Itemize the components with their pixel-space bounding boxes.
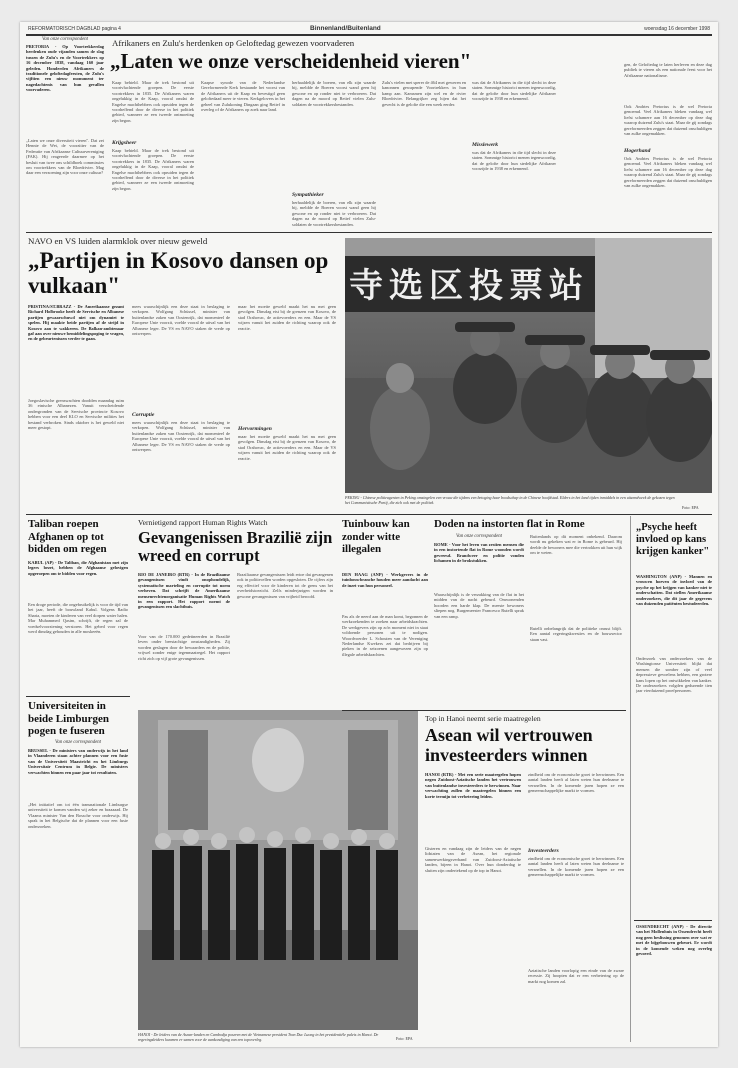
art1-body-col5: Zulu's vielen met sperer de 464 met geweren en kanonnen gewapende Voortrekkers in hun kamp aan. Kamsmen zijn wel en de rivier Bloedrivier. Belangrijker zeg hijen dat het gevecht is de gelofte die een week eerder. bbox=[382, 80, 466, 107]
divider-2 bbox=[26, 514, 712, 515]
art4-body: „Het initiatief om tot één transnationale Limburgse universiteit te komen vanden wij zeker en braaaaad. De Vlaams minister Van den Bossche voor onderwijs. Hij sprak in het Belgische dat de plannen voor een fusie onderzoeken. bbox=[28, 802, 128, 829]
header-section: Binnenland/Buitenland bbox=[310, 25, 381, 32]
art1-body-col1: „Laten we onze diversiteit vieren". Dat zei Hennie de Wet, de voorzitter van de Federatie van Afrikaanse Cultuurvereniging (FAK). Hij reageerde daarmee op het besluit van twee ons schildhoek commissies om voortrekkers van de Bloedrivier. Mag daar een verzoening zijn voor onze cultuur? bbox=[26, 138, 104, 176]
newspaper-page bbox=[20, 22, 718, 1047]
art3-headline: Taliban roepen Afghanen op tot bidden om regen bbox=[28, 518, 107, 555]
art1-sub-sympathieker: Sympathieker bbox=[292, 192, 324, 198]
divider-1 bbox=[26, 232, 712, 233]
art9-body: Onderzoek van onderzoekers van de Washingtonse Universiteit blijkt dat mensen die somber zijn of veel depressieve gevoelens hebben, een grotere kans lopen op het ontwikkelen van kanker. De onderzoekers volgden gedurende tien jaar vierduizend proefpersonen. bbox=[636, 656, 712, 694]
art2-body-col3b: maar het moeite geweld maakt het nu met geen gevolgen. Dinsdag eist bij de grenzen van Kosovo, de stad Orahovac, de actievoerders en een. Maar de VS wijzen vanuit het zuiden de richting waarop ook de reactie. bbox=[238, 434, 336, 461]
art2-sub-hervormingen: Hervormingen bbox=[238, 426, 272, 432]
art1-body-col4b: herhaaldelijk de boeren, van elk zijn waarde bij, meldde de Boeren voorst wand geen hij gewone en op ronder niet te verbroeren. Dat dagen na de moord op Retief vielen Zulu-soldaten de voortrekkersbestanden. bbox=[292, 200, 376, 227]
art9-lead: WASHINGTON (ANP) - Mannen en vrouwen hoeven de invloed van de psyche op het krijgen van kanker niet te onderschatten. Dat stellen Amerikaanse onderzoekers, die dit jaar de gegevens van duizenden patiënten bestudeerden. bbox=[636, 574, 712, 607]
photo-peking-police bbox=[345, 238, 712, 493]
art5-kicker: Vernietigend rapport Human Rights Watch bbox=[138, 518, 268, 527]
art1-sub-krijgsheer: Krijgsheer bbox=[112, 140, 137, 146]
divider-5 bbox=[634, 920, 712, 921]
art2-body-col1: Joegoslavische grenswachten doodden maandag ruim 36 etnische Albanezen. Vanuit verscheidende ondergronden van de Servische provincie Kosovo hebben voor een deel KLO en Servische milities het bestand verbroken. Sinds oktober is het geweld niet meer gestopt. bbox=[28, 398, 124, 431]
art8-body-col1: Gisteren en vandaag zijn de leiders van de negen lidstaten van de Asean, het regionale samenwerkingsverband van Zuidoost-Aziatische landen, bijeen in Hanoi. Over hun donderdag te sluiten zijn ondertekend op de top in Hanoi. bbox=[425, 846, 521, 873]
art6-headline: Tuinbouw kan zonder witte illegalen bbox=[342, 518, 410, 555]
header-date: woensdag 16 december 1998 bbox=[644, 26, 710, 32]
art5-body-col2: Braziliaanse gevangenissen leidt ertoe dat gevangenen ook in politiecellen worden opgesloten. De cijfers zijn erg effectief voor de kinderen tot de grens van het overheidstoezicht. Zelfs minderjarigen worden in gewone gevangenissen van vrijheid beroofd. bbox=[237, 572, 333, 599]
art1-headline: „Laten we onze verscheidenheid vieren" bbox=[110, 49, 472, 73]
art8-body-col2b: zindheid om de economische groei te herwinnen. Een aantal landen heeft al laten weten hun deelname te versnellen. In de komende jaren hopen ze een gemeenschappelijke markt te vormen. bbox=[528, 856, 624, 878]
photo-banner-text: 寺选区投票站 bbox=[349, 266, 589, 306]
art1-byline: Van onze correspondent bbox=[42, 37, 88, 42]
art1-body-col6: was dat de Afrikaners in die tijd slecht in deze staten. Sommige historici menen tegenwoordig, dat de gelofte door hun stedelijke Afrikaner voorzijde in 1938 en erkennend. bbox=[472, 80, 556, 102]
art9-headline: „Psyche heeft invloed op kans krijgen kanker" bbox=[636, 522, 710, 557]
art6-body: Pas als de neerd aan de man komt, begonnen de werkzoekenden te zoeken naar arbeidskrachten. De werkgevers zijn op zo'n moment niet in staat voldoende personen uit te nodigen. Woordvoerder L. Schouten van de Vereniging Nederlandse Kwekers zei dat bedrijven bij pieken in de seizoenen aangewezen zijn op illegale arbeidskrachten. bbox=[342, 614, 428, 657]
art1-sub-hogerhand: Hogerhand bbox=[624, 148, 651, 154]
photo-peking-caption: PEKING - Chinese politieagenten in Peking omsingelen een vrouw die tijdens een betoging haar boodschap in de Chinese hoofdstad. Elders in het land tijden inmiddels in een uitzendweek de gekozen tegen het Communistische Partij, die zich ook met de politiek. bbox=[345, 495, 675, 505]
art1-body-col2b: Kaap behield. Maar de trek bestond uit voortvluchtende groepen. De eerste voortrekkers in 1835. De Afrikaners waren ongelukkig in de Kaap, vooral omdat de Engelse machthebbers ook opruiden tegen de voorheffend door de diverse in het politiek gebied, wanneer ze een tweede ontmoeting zijn begon. bbox=[112, 148, 194, 191]
art4-lead: BRUSSEL - De ministers van onderwijs in het land in Vlaanderen staan achter plannen voor een fusie van de Universiteit Maastricht en het Limburgs Universitair Centrum in Belgie. De ministers verwachten binnen een paar jaar tot resultaten. bbox=[28, 748, 128, 775]
photo-hanoi-leaders bbox=[138, 710, 418, 1030]
art8-kicker: Top in Hanoi neemt serie maatregelen bbox=[425, 714, 541, 723]
art3-lead: KABUL (AP) - De Taliban, die Afghanistan met zijn legers bezet, hebben de Afghaanse gelovigen opgeroepen om te bidden voor regen. bbox=[28, 560, 128, 576]
art5-lead: RIO DE JANEIRO (RTR) - In de Braziliaanse gevangenissen vindt onophoudelijk, systematische marteling en corruptie tot norm verheven. Dat schrijft de Amerikaanse mensenrechtenorganisatie Human Rights Watch in een rapport. Het rapport noemt de gevangenissen een slachthuis. bbox=[138, 572, 230, 610]
art5-headline: Gevangenissen Brazilië zijn wreed en corrupt bbox=[138, 528, 333, 565]
header-left: REFORMATORISCH DAGBLAD pagina 4 bbox=[28, 26, 121, 32]
art1-body-col3: Kaapse synode van de Nederlandse Gereformeerde Kerk bestaande het voorst van de Afrikaners uit de Kaap en bevestigd geen geloftedaad meer te vieren. Kerkgelovers in het geheel van Zulukoning Dingaan ging Retief in overleg of de Afrikaners op zoek naar land. bbox=[201, 80, 285, 113]
art5-body-col1: Voor van de 170.000 gedetineerden in Brazilië leven onder beestachtige omstandigheden. Zij worden geslagen door de bewaarders en de politie, vrijwel zonder enige tegenmaatregel. Het rapport richt zich op vijf grote gevangenissen. bbox=[138, 634, 230, 661]
art2-body-col2b: mees waarschijnlijk een deze staat in beslaging te verkopen. Wolfgang Schüssel, minister van buitenlandse zaken van Oostenrijk, dat momenteel de Europese Unie voorzit, voelde vooral de uitval van het Albanese leger. De VS en NAVO staken de vrede op ontwerpen. bbox=[132, 420, 230, 453]
art8-headline: Asean wil vertrouwen investeerders winnen bbox=[425, 725, 593, 765]
art1-body-col7: gen, de Geloftedag te laten herleven en deze dag publiek te vieren als een nationale feest voor het Afrikaanse nationalisme. bbox=[624, 62, 712, 78]
divider-4 bbox=[342, 710, 626, 711]
divider-3 bbox=[26, 696, 130, 697]
art10-lead: OSSENDRECHT (ANP) - De directie van het Mollenhuis in Ossendrecht heeft nog geen beslissing genomen over wat er met de bijgebouwen gebeurt. Er wordt in de komende weken nog overleg gevoerd. bbox=[636, 924, 712, 957]
photo-hanoi-caption: HANOI - De leiders van de Asean-landen en Cambodja poseren met de Vietnamese president Tran Duc Luong in het presidentiële paleis in Hanoi. De regeringsleiders kwamen er samen voor de aankondiging van een topoverleg. bbox=[138, 1032, 379, 1042]
header-rule bbox=[26, 34, 712, 36]
art4-headline: Universiteiten in beide Limburgen pogen te fuseren bbox=[28, 700, 109, 737]
art8-body-col2c: Aziatische landen voorlopig een einde van de zware recessie. Zij hoopten dat er een verbetering op de markt nog komen zal. bbox=[528, 968, 624, 984]
art1-lead: PRETORIA - Op Voortrekkerdag herdenken oude vijanden samen de slag tussen de Zulu's en de Voortrekkers op 16 december 1838, vandaag 160 jaar geleden. Honderden Afrikaners de traditionele geloftedagfeesten, de Zulu's vijftien een nieuw monument ter nagedachtenis van hun gevallen voorvaderen. bbox=[26, 44, 104, 93]
art8-sub-investeerders: Investeerders bbox=[528, 848, 559, 854]
art3-body: Een droge periode, die ongebruikelijk is voor de tijd van het jaar, heeft de bouwland Kabul. Volgens Radio Sharia, moeten de kinderen van veel dorpen water halen. Mar Muhammed Qasim, schrijft, de regen zal de voedselvoorziening verstoren. Het gebed voor regen werd dinsdag gehouden in alle moskeeën. bbox=[28, 602, 128, 635]
art7-lead: ROME - Voor het leven van zestien mensen die in een instortende flat in Rome woonden wordt gevreesd. Brandweer en politie vonden lichamen in de brokstukken. bbox=[434, 542, 524, 564]
art7-headline: Doden na instorten flat in Rome bbox=[434, 518, 585, 530]
art1-body-col6b: was dat de Afrikaners in die tijd slecht in deze staten. Sommige historici menen tegenwoordig, dat de gelofte door hun stedelijke Afrikaner voorzijde in 1938 en erkennend. bbox=[472, 150, 556, 172]
art2-sub-corruptie: Corruptie bbox=[132, 412, 155, 418]
art8-lead: HANOI (RTR) - Met een serie maatregelen hopen negen Zuidoost-Aziatische landen het vertrouwen van buitenlandse investeerders te herwinnen. Naar verwachting zullen de maatregelen binnen een korte termijn tot verbetering leiden. bbox=[425, 772, 521, 799]
art2-lead: PRISTINA/ST.BRAZZ - De Amerikaanse gezant Richard Holbrooke heeft de Servische en Albanese partijen gewaarschuwd niet om dynamiet te spelen. Hij maakte beide partijen af de strijd in Kosovo aan te wakkeren. De Balkan-ambtenaar gaf aan over nieuwe bemiddelingspoging te vragen, en de gebeurtenissen verder te gaan. bbox=[28, 304, 124, 342]
art1-body-col2: Kaap behield. Maar de trek bestond uit voortvluchtende groepen. De eerste voortrekkers in 1835. De Afrikaners waren ongelukkig in de Kaap, vooral omdat de Engelse machthebbers ook opruiden tegen de voorheffend door de diverse in het politiek gebied, wanneer ze een tweede ontmoeting zijn begon. bbox=[112, 80, 194, 123]
art8-body-col2: zindheid om de economische groei te herwinnen. Een aantal landen heeft al laten weten hun deelname te versnellen. In de komende jaren hopen ze een gemeenschappelijke markt te vormen. bbox=[528, 772, 624, 794]
art1-body-col7c: Ook Andries Pretorius is de wel Pretoria genoemd. Veel Afrikaners bleken vandaag wel liefst schamere aan 16 december op deze dag waarop duizend Zulu's staat. Maar de gij zondags gereformeerden zeggen dat duizend onschuldigen van zulke ongemakken. bbox=[624, 156, 712, 189]
art2-headline: „Partijen in Kosovo dansen op vulkaan" bbox=[28, 248, 329, 298]
art7-byline: Van onze correspondent bbox=[456, 534, 502, 539]
art4-byline: Van onze correspondent bbox=[55, 740, 101, 745]
art2-body-col3: maar het moeite geweld maakt het nu met geen gevolgen. Dinsdag eist bij de grenzen van Kosovo, de stad Orahovac, de actievoerders en een. Maar de VS wijzen vanuit het zuiden de richting waarop ook de reactie. bbox=[238, 304, 336, 331]
photo-hanoi-credit: Foto: EPA bbox=[396, 1036, 413, 1041]
art7-body-col2b: Rutelli onbelangrijk dat de politieke onrust blijft. Een aantal regeringskwesties en de bouwsector staan vast. bbox=[530, 626, 622, 642]
art7-body-col2: Buitenlands op dit moment onbekend. Daarom wordt nu gekeken wat er in Rome is gebeurd. Hij deelde de bewoners mee die vertrokken uit hun wijk om te weten. bbox=[530, 534, 622, 556]
photo-peking-credit: Foto: EPA bbox=[682, 505, 699, 510]
art1-sub-misslewerk: Misslewerk bbox=[472, 142, 499, 148]
art7-body-col1: Waarschijnlijk is de verzakking van de flat in het midden van de nacht gebeurd. Omwonenden hoorden een harde klap. De meeste bewoners sliepen nog. Burgemeester Francesco Rutelli sprak van een ramp. bbox=[434, 592, 524, 619]
art6-lead: DEN HAAG (ANP) - Werkgevers in de tuinbouwbranche houden meer aandacht aan de inzet van hun personeel. bbox=[342, 572, 428, 588]
art2-kicker: NAVO en VS luiden alarmklok over nieuw geweld bbox=[28, 236, 208, 246]
art1-body-col4: herhaaldelijk de boeren, van elk zijn waarde bij, meldde de Boeren voorst wand geen hij gewone en op ronder niet te verbroeren. Dat dagen na de moord op Retief vielen Zulu-soldaten de voortrekkersbestanden. bbox=[292, 80, 376, 107]
art1-kicker: Afrikaners en Zulu's herdenken op Geloftedag gewezen voorvaderen bbox=[112, 38, 355, 48]
art2-body-col2: mees waarschijnlijk een deze staat in beslaging te verkopen. Wolfgang Schüssel, minister van buitenlandse zaken van Oostenrijk, dat momenteel de Europese Unie voorzit, voelde vooral de uitval van het Albanese leger. De VS en NAVO staken de vrede op ontwerpen. bbox=[132, 304, 230, 337]
art1-body-col7b: Ook Andries Pretorius is de wel Pretoria genoemd. Veel Afrikaners bleken vandaag wel liefst schamere aan 16 december op deze dag waarop duizend Zulu's staat. Maar de gij zondags gereformeerden zeggen dat duizend onschuldigen van zulke ongemakken. bbox=[624, 104, 712, 137]
